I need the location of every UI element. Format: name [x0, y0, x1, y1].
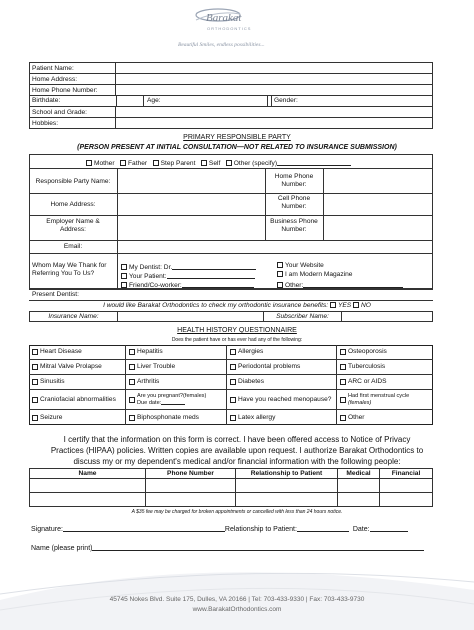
signature-field[interactable] [63, 524, 225, 532]
checkbox-icon [32, 349, 38, 355]
col-financial: Financial [380, 469, 433, 479]
cell-phone-label: Cell Phone Number: [277, 195, 311, 210]
health-item-label: Craniofacial abnormalities [40, 395, 116, 403]
health-item[interactable] [337, 345, 433, 360]
ref-friend-field[interactable] [182, 280, 254, 288]
relation-other-field[interactable] [277, 158, 351, 166]
health-item[interactable] [29, 360, 126, 375]
health-item[interactable] [227, 375, 337, 390]
print-name-row [31, 543, 424, 552]
party-title: PRIMARY RESPONSIBLE PARTY [183, 134, 291, 141]
logo-sub: ORTHODONTICS [207, 26, 252, 31]
ref-website[interactable] [277, 262, 324, 270]
health-item-label: Tuberculosis [348, 363, 386, 370]
health-item[interactable] [337, 390, 433, 410]
checkbox-icon [277, 282, 283, 288]
checkbox-icon [129, 349, 135, 355]
health-item[interactable] [29, 410, 126, 425]
patient-table [29, 62, 433, 129]
birthdate-field[interactable] [117, 96, 144, 106]
health-item[interactable] [227, 390, 337, 410]
relationship-label: Relationship to Patient: [224, 526, 297, 533]
checkbox-icon [230, 379, 236, 385]
relation-father-label: Father [128, 160, 148, 167]
no-label: NO [361, 302, 371, 309]
insurance-question-text: I would like Barakat Orthodontics to check my orthodontic insurance benefits: [103, 302, 329, 309]
footer-address: 45745 Nokes Blvd. Suite 175, Dulles, VA 20166 | Tel: 703-433-9330 | Fax: 703-433-9730 [109, 596, 365, 603]
tagline: Beautiful Smiles, endless possibilities... [178, 42, 265, 48]
signature-label: Signature: [31, 526, 63, 533]
insurance-name-label: Insurance Name: [30, 312, 118, 322]
ref-dentist-field[interactable] [172, 262, 256, 270]
certify-text [0, 434, 474, 467]
health-item-label: Allergies [238, 348, 264, 355]
ref-patient-field[interactable] [167, 271, 255, 279]
school-field[interactable] [116, 107, 433, 118]
checkbox-icon [32, 415, 38, 421]
checkbox-yes[interactable] [330, 302, 336, 308]
birthdate-label: Birthdate: [30, 96, 117, 106]
checkbox-icon [340, 397, 346, 403]
health-item-label: Have you reached menopause? [238, 395, 332, 403]
relation-other-label: Other (specify) [233, 160, 278, 167]
business-phone-label: Business Phone Number: [270, 218, 318, 233]
checkbox-icon [86, 160, 92, 166]
checkbox-icon [230, 349, 236, 355]
health-item-label: Periodontal problems [238, 363, 301, 370]
checkbox-icon [121, 273, 127, 279]
health-item-label: Liver Trouble [137, 363, 176, 370]
patient-name-label: Patient Name: [30, 63, 116, 74]
health-item-label: Other [348, 413, 365, 421]
home-address-label: Home Address: [30, 74, 116, 85]
relation-self[interactable] [201, 160, 220, 167]
health-item-label: Had first menstrual cycle (females) [348, 393, 410, 406]
signature-row [31, 524, 408, 533]
health-item-label: Seizure [40, 413, 63, 421]
checkbox-icon [121, 264, 127, 270]
ref-other[interactable] [277, 280, 403, 290]
home-phone-label: Home Phone Number: [30, 85, 116, 96]
date-field[interactable] [370, 524, 408, 532]
logo-text: Barakat [206, 12, 242, 24]
certify-line-2: Practices (HIPAA) policies. Written copies are available upon request. I authorize Barakat Orthodontics to [50, 446, 424, 455]
print-name-label: Name (please print) [31, 545, 93, 552]
checkbox-icon [230, 364, 236, 370]
ref-dentist-label: My Dentist: Dr. [129, 264, 173, 271]
checkbox-icon [340, 415, 346, 421]
ref-website-label: Your Website [285, 262, 324, 269]
checkbox-icon [340, 364, 346, 370]
relationship-field[interactable] [297, 524, 349, 532]
present-dentist-label: Present Dentist: [32, 291, 79, 298]
col-medical: Medical [338, 469, 380, 479]
footer-website: www.BarakatOrthodontics.com [192, 606, 282, 613]
health-item[interactable] [337, 410, 433, 425]
referral-question: Whom May We Thank for Referring You To Us? [32, 262, 107, 277]
health-subtitle: Does the patient have or has ever had any of the following: [171, 337, 303, 343]
gender-label: Gender: [274, 97, 298, 104]
checkbox-icon [340, 349, 346, 355]
ref-other-field[interactable] [303, 280, 403, 288]
health-item[interactable] [227, 345, 337, 360]
health-item-label: Diabetes [238, 378, 265, 385]
checkbox-no[interactable] [353, 302, 359, 308]
health-item[interactable] [337, 360, 433, 375]
fee-note: A $35 fee may be charged for broken appointments or cancelled with less than 24 hours notice. [131, 509, 343, 515]
checkbox-icon [230, 397, 236, 403]
hobbies-label: Hobbies: [30, 118, 116, 129]
health-item-label: ARC or AIDS [348, 378, 387, 385]
checkbox-icon [277, 271, 283, 277]
health-item[interactable] [337, 375, 433, 390]
date-label: Date: [352, 526, 370, 533]
footer-wave-icon [0, 560, 474, 630]
health-item-label: Are you pregnant?(females) Due date: [137, 392, 207, 406]
relation-mother-label: Mother [94, 160, 115, 167]
health-item[interactable] [126, 360, 227, 375]
party-name-label: Responsible Party Name: [35, 178, 111, 185]
health-item[interactable] [29, 345, 126, 360]
checkbox-icon [129, 379, 135, 385]
relation-father[interactable] [120, 160, 147, 167]
print-name-field[interactable] [92, 543, 424, 551]
health-item-label: Hepatitis [137, 348, 163, 355]
col-phone: Phone Number [146, 469, 236, 479]
home-address-field[interactable] [116, 74, 433, 85]
divider [29, 253, 433, 254]
insurance-name-field[interactable] [118, 312, 264, 322]
certify-line-1: I certify that the information on this form is correct. I have been offered access to Notice of Privacy [63, 435, 411, 444]
email-field[interactable] [118, 241, 433, 253]
health-item-label: Heart Disease [40, 348, 82, 355]
checkbox-icon [340, 379, 346, 385]
hobbies-field[interactable] [116, 118, 433, 129]
checkbox-icon [201, 160, 207, 166]
health-item-label: Latex allergy [238, 413, 276, 421]
email-label: Email: [63, 243, 83, 250]
relation-options [86, 158, 351, 168]
party-subtitle: (PERSON PRESENT AT INITIAL CONSULTATION—NOT RELATED TO INSURANCE SUBMISSION) [77, 144, 397, 151]
home-phone-party-label: Home Phone Number: [274, 173, 314, 188]
birthdate-row [30, 96, 433, 107]
divider [29, 300, 433, 301]
divider [29, 215, 433, 216]
age-label: Age: [144, 96, 268, 106]
checkbox-icon [230, 415, 236, 421]
certify-line-3: discuss my or my dependent's medical and/or financial information with the following people: [73, 457, 401, 466]
table-row[interactable] [30, 493, 433, 507]
health-item[interactable] [126, 410, 227, 425]
insurance-question [0, 302, 474, 310]
table-row[interactable] [30, 479, 433, 493]
divider [29, 193, 433, 194]
checkbox-icon [32, 379, 38, 385]
relation-step-parent[interactable] [153, 160, 196, 167]
authorized-people-table [29, 468, 433, 507]
health-title: HEALTH HISTORY QUESTIONNAIRE [177, 327, 297, 334]
school-label: School and Grade: [30, 107, 116, 118]
health-item-label: Arthritis [137, 378, 160, 385]
ref-other-label: Other: [285, 282, 304, 289]
col-name: Name [30, 469, 146, 479]
patient-name-field[interactable] [116, 63, 433, 74]
employer-label: Employer Name & Address: [46, 218, 100, 233]
health-item-label: Sinusitis [40, 378, 65, 385]
health-item[interactable] [126, 375, 227, 390]
ref-magazine[interactable] [277, 271, 352, 279]
checkbox-icon [32, 397, 38, 403]
ref-friend[interactable] [121, 280, 254, 290]
ref-magazine-label: I am Modern Magazine [285, 271, 353, 278]
relation-other[interactable] [226, 160, 351, 167]
health-item-label: Osteoporosis [348, 348, 387, 355]
health-item[interactable] [29, 375, 126, 390]
health-item[interactable] [227, 410, 337, 425]
checkbox-icon [129, 364, 135, 370]
checkbox-icon [129, 397, 135, 403]
relation-step-parent-label: Step Parent [160, 160, 196, 167]
party-name-field[interactable] [118, 169, 265, 193]
checkbox-icon [120, 160, 126, 166]
relation-self-label: Self [208, 160, 221, 167]
col-relationship: Relationship to Patient [236, 469, 338, 479]
party-address-label: Home Address: [50, 201, 96, 208]
health-item[interactable] [227, 360, 337, 375]
subscriber-field[interactable] [342, 312, 433, 322]
checkbox-icon [277, 262, 283, 268]
subscriber-label: Subscriber Name: [264, 312, 342, 322]
health-item[interactable] [126, 390, 227, 410]
health-item[interactable] [126, 345, 227, 360]
health-item[interactable] [29, 390, 126, 410]
checkbox-icon [153, 160, 159, 166]
health-item-label: Biphosphonate meds [137, 413, 199, 421]
insurance-table [29, 311, 433, 322]
health-item-label: Mitral Valve Prolapse [40, 363, 102, 370]
relation-mother[interactable] [86, 160, 115, 167]
ref-patient-label: Your Patient: [129, 273, 167, 280]
checkbox-icon [129, 415, 135, 421]
home-phone-field[interactable] [116, 85, 433, 96]
checkbox-icon [32, 364, 38, 370]
checkbox-icon [226, 160, 232, 166]
ref-friend-label: Friend/Co-worker: [129, 282, 182, 289]
divider [323, 168, 324, 240]
checkbox-icon [121, 282, 127, 288]
yes-label: YES [337, 302, 352, 309]
